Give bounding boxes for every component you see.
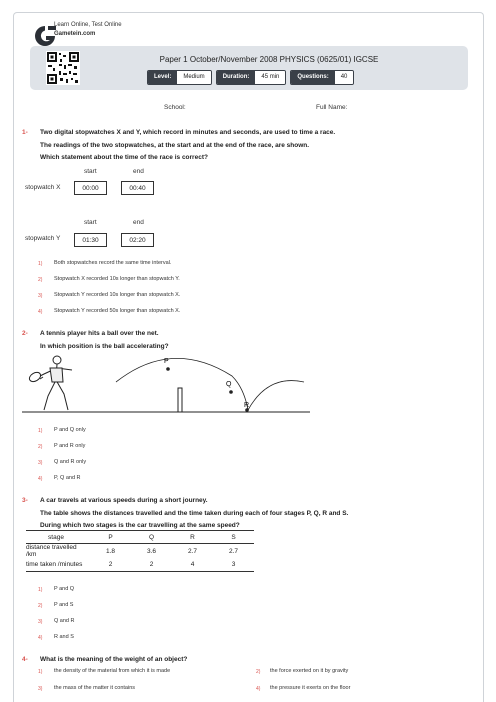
option-text[interactable]: R and S xyxy=(54,634,74,640)
table-cell: 1.8 xyxy=(105,547,116,555)
stopwatch-x-start: 00:00 xyxy=(74,181,107,195)
option-number: 1) xyxy=(38,669,43,675)
table-header-cell: P xyxy=(90,531,131,544)
option-text[interactable]: Stopwatch X recorded 10s longer than stopwatch Y. xyxy=(54,276,180,282)
table-header-cell: S xyxy=(213,531,254,544)
option-number: 3) xyxy=(38,293,43,299)
option-text[interactable]: P and Q xyxy=(54,586,75,592)
question-3-text xyxy=(40,495,348,533)
question-line: The table shows the distances travelled and the time taken during each of four stages P, Q, R and S. xyxy=(40,509,349,517)
option-text[interactable]: the density of the material from which it is made xyxy=(54,668,171,674)
table-header-row xyxy=(26,531,254,544)
table-cell: 4 xyxy=(172,558,213,571)
full-name-field-label: Full Name: xyxy=(316,104,348,111)
end-column-label: end xyxy=(133,219,144,226)
stopwatch-y-end: 02:20 xyxy=(121,233,154,247)
option-text[interactable]: Stopwatch Y recorded 10s longer than stopwatch X. xyxy=(54,292,181,298)
option-number: 2) xyxy=(38,277,43,283)
option-number: 2) xyxy=(256,669,261,675)
option-number: 4) xyxy=(256,686,261,692)
question-line: The readings of the two stopwatches, at the start and at the end of the race, are shown. xyxy=(40,141,310,149)
tennis-player-figure xyxy=(28,356,72,410)
option-text[interactable]: the pressure it exerts on the floor xyxy=(270,685,351,691)
stopwatch-y-label: stopwatch Y xyxy=(25,235,61,242)
option-number: 4) xyxy=(38,476,43,482)
level-chip xyxy=(147,70,212,85)
stopwatch-x-label: stopwatch X xyxy=(25,184,61,191)
table-header-cell: Q xyxy=(131,531,172,544)
table-header-cell: stage xyxy=(26,531,90,544)
option-number: 3) xyxy=(38,619,43,625)
table-row xyxy=(26,544,254,559)
table-row xyxy=(26,558,254,571)
questions-chip xyxy=(290,70,354,85)
question-line: During which two stages is the car travelling at the same speed? xyxy=(40,522,240,529)
brand-tagline: Learn Online, Test Online xyxy=(54,22,122,28)
ball-position-q xyxy=(229,390,233,394)
ball-position-p xyxy=(166,367,170,371)
option-text[interactable]: P and Q only xyxy=(54,427,86,433)
option-text[interactable]: Both stopwatches record the same time interval. xyxy=(54,260,172,266)
questions-value: 40 xyxy=(335,71,354,84)
school-field-label: School: xyxy=(164,104,186,111)
start-column-label: start xyxy=(84,219,97,226)
question-number: 1- xyxy=(22,129,28,136)
duration-label: Duration: xyxy=(217,71,256,84)
paper-title: Paper 1 October/November 2008 PHYSICS (0625/01) IGCSE xyxy=(159,55,379,64)
option-number: 1) xyxy=(38,587,43,593)
tennis-net xyxy=(178,388,182,412)
question-line: In which position is the ball accelerating? xyxy=(40,342,169,350)
option-number: 1) xyxy=(38,428,43,434)
ball-path-2 xyxy=(248,381,304,410)
end-column-label: end xyxy=(133,168,144,175)
level-value: Medium xyxy=(177,71,210,84)
table-cell: 2 xyxy=(90,558,131,571)
option-text[interactable]: P and R only xyxy=(54,443,86,449)
question-line: Which statement about the time of the race is correct? xyxy=(40,154,208,161)
table-cell: time taken /minutes xyxy=(26,558,90,571)
label-r: R xyxy=(244,402,250,409)
option-number: 3) xyxy=(38,686,43,692)
table-cell: 3.6 xyxy=(146,547,157,555)
option-number: 4) xyxy=(38,309,43,315)
option-number: 1) xyxy=(38,261,43,267)
option-text[interactable]: Stopwatch Y recorded 50s longer than stopwatch X. xyxy=(54,308,181,314)
speed-table xyxy=(26,530,254,572)
question-number: 3- xyxy=(22,497,28,504)
label-q: Q xyxy=(226,381,232,388)
question-1-text xyxy=(40,127,335,165)
duration-chip xyxy=(216,70,287,85)
option-number: 4) xyxy=(38,635,43,641)
option-number: 3) xyxy=(38,460,43,466)
table-cell: 2.7 xyxy=(187,547,198,555)
questions-label: Questions: xyxy=(291,71,334,84)
table-cell: 2.7 xyxy=(228,547,239,555)
option-text[interactable]: Q and R only xyxy=(54,459,87,465)
option-text[interactable]: P, Q and R xyxy=(54,475,81,481)
table-header-cell: R xyxy=(172,531,213,544)
table-cell: 3 xyxy=(213,558,254,571)
question-2-text xyxy=(40,328,169,353)
paper-meta xyxy=(147,70,354,85)
duration-value: 45 min xyxy=(255,71,285,84)
question-4-text xyxy=(40,654,187,667)
question-line: A car travels at various speeds during a short journey. xyxy=(40,497,208,504)
option-text[interactable]: the mass of the matter it contains xyxy=(54,685,136,691)
brand-site: Gametein.com xyxy=(54,31,96,37)
stopwatch-x-end: 00:40 xyxy=(121,181,154,195)
label-p: P xyxy=(164,358,169,365)
question-number: 2- xyxy=(22,330,28,337)
stopwatch-y-start: 01:30 xyxy=(74,233,107,247)
option-number: 2) xyxy=(38,603,43,609)
question-number: 4- xyxy=(22,656,28,663)
level-label: Level: xyxy=(148,71,177,84)
option-text[interactable]: P and S xyxy=(54,602,74,608)
table-cell: 2 xyxy=(131,558,172,571)
question-line: A tennis player hits a ball over the net. xyxy=(40,330,159,337)
worksheet-page xyxy=(13,12,484,702)
option-number: 2) xyxy=(38,444,43,450)
question-line: Two digital stopwatches X and Y, which record in minutes and seconds, are used to time a race. xyxy=(40,129,336,136)
tennis-diagram xyxy=(22,352,312,416)
option-text[interactable]: the force exerted on it by gravity xyxy=(270,668,349,674)
table-cell: distance travelled /km xyxy=(26,544,77,558)
option-text[interactable]: Q and R xyxy=(54,618,75,624)
start-column-label: start xyxy=(84,168,97,175)
question-line: What is the meaning of the weight of an object? xyxy=(40,656,188,663)
